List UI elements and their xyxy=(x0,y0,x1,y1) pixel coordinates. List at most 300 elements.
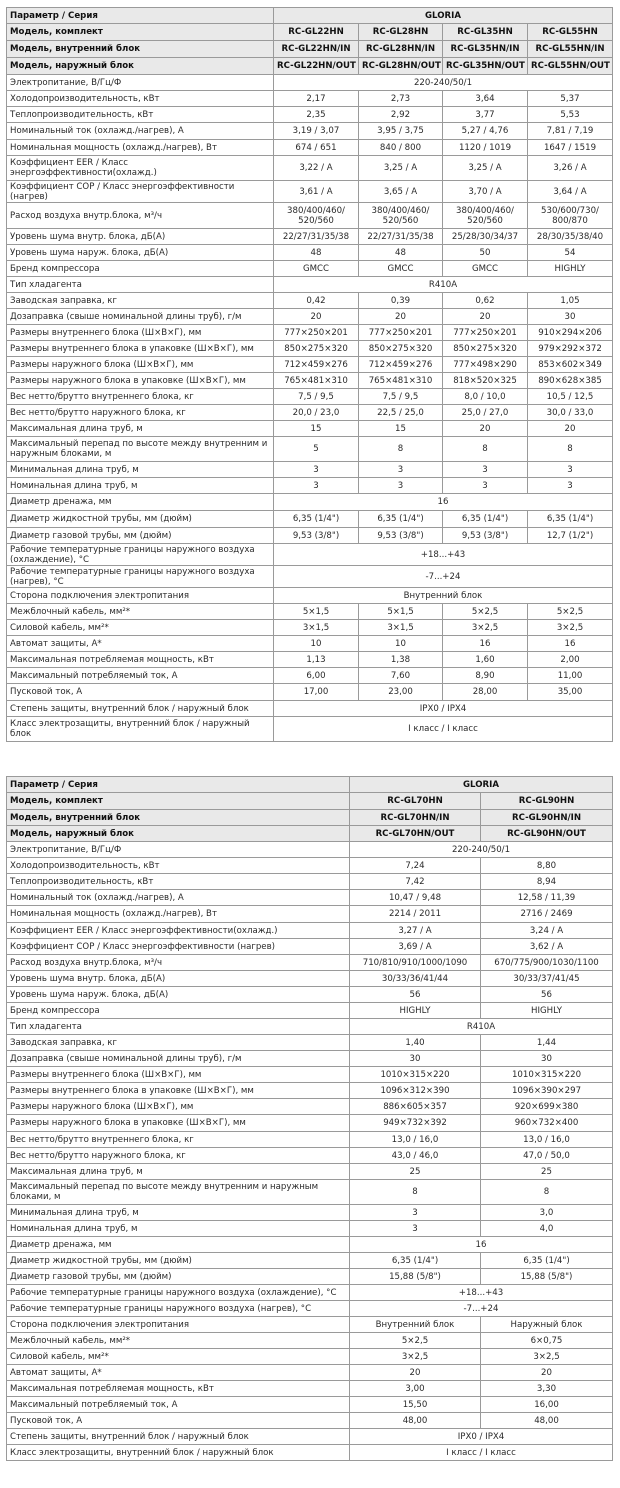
param-name: Максимальный перепад по высоте между внутренним и наружным блоками, м xyxy=(7,1180,350,1205)
param-name: Холодопроизводительность, кВт xyxy=(7,858,350,874)
param-name: Номинальный ток (охлажд./нагрев), А xyxy=(7,123,274,140)
value-cell: 5×1,5 xyxy=(359,604,443,620)
value-cell: 3×1,5 xyxy=(359,620,443,636)
value-cell: 17,00 xyxy=(274,684,359,701)
model-cell: RC-GL55HN/OUT xyxy=(528,58,613,75)
value-cell: 15 xyxy=(359,421,443,437)
param-name: Номинальная мощность (охлажд./нагрев), Вт xyxy=(7,906,350,923)
value-cell-merged: 220-240/50/1 xyxy=(274,75,613,91)
value-cell: 1,38 xyxy=(359,652,443,668)
value-cell: 0,39 xyxy=(359,293,443,309)
table-row xyxy=(7,1148,613,1164)
value-cell: 54 xyxy=(528,245,613,261)
value-cell: 1,40 xyxy=(350,1035,481,1051)
value-cell-merged: 16 xyxy=(350,1237,613,1253)
value-cell: 8 xyxy=(528,437,613,462)
value-cell: 1010×315×220 xyxy=(481,1067,613,1083)
header-row xyxy=(7,793,613,810)
value-cell: 20,0 / 23,0 xyxy=(274,405,359,421)
value-cell: 2,73 xyxy=(359,91,443,107)
value-cell: 5×2,5 xyxy=(350,1333,481,1349)
model-cell: RC-GL35HN xyxy=(443,24,528,41)
table-row xyxy=(7,140,613,156)
value-cell: 7,42 xyxy=(350,874,481,890)
value-cell-merged: +18...+43 xyxy=(274,544,613,566)
value-cell-merged: -7...+24 xyxy=(274,566,613,588)
header-row xyxy=(7,58,613,75)
value-cell: 960×732×400 xyxy=(481,1115,613,1132)
value-cell: 765×481×310 xyxy=(359,373,443,389)
model-cell: RC-GL90HN/IN xyxy=(481,810,613,826)
table-row xyxy=(7,511,613,528)
value-cell: 5 xyxy=(274,437,359,462)
table-row xyxy=(7,1099,613,1115)
table-row xyxy=(7,1413,613,1429)
value-cell: 3 xyxy=(443,462,528,478)
param-name: Бренд компрессора xyxy=(7,1003,350,1019)
table-row xyxy=(7,842,613,858)
value-cell: 8 xyxy=(350,1180,481,1205)
header-label: Модель, внутренний блок xyxy=(7,810,350,826)
table-row xyxy=(7,293,613,309)
model-cell: RC-GL28HN/IN xyxy=(359,41,443,58)
value-cell: 3,30 xyxy=(481,1381,613,1397)
value-cell: 3 xyxy=(274,462,359,478)
value-cell-merged: IPX0 / IPX4 xyxy=(350,1429,613,1445)
value-cell: 7,5 / 9,5 xyxy=(359,389,443,405)
table-row xyxy=(7,1429,613,1445)
param-name: Минимальная длина труб, м xyxy=(7,1205,350,1221)
value-cell: 48,00 xyxy=(481,1413,613,1429)
param-name: Коэффициент EER / Класс энергоэффективности(охлажд.) xyxy=(7,923,350,939)
model-cell: RC-GL90HN/OUT xyxy=(481,826,613,842)
param-name: Теплопроизводительность, кВт xyxy=(7,107,274,123)
param-name: Межблочный кабель, мм²* xyxy=(7,1333,350,1349)
value-cell: 3 xyxy=(443,478,528,494)
table-row xyxy=(7,75,613,91)
model-cell: RC-GL28HN/OUT xyxy=(359,58,443,75)
value-cell: GMCC xyxy=(443,261,528,277)
param-name: Автомат защиты, А* xyxy=(7,636,274,652)
value-cell: 3,69 / A xyxy=(350,939,481,955)
param-name: Расход воздуха внутр.блока, м³/ч xyxy=(7,955,350,971)
value-cell: 20 xyxy=(443,421,528,437)
param-name: Уровень шума наруж. блока, дБ(А) xyxy=(7,987,350,1003)
header-label: Модель, наружный блок xyxy=(7,826,350,842)
value-cell: 886×605×357 xyxy=(350,1099,481,1115)
value-cell: 3 xyxy=(359,478,443,494)
param-name: Максимальная потребляемая мощность, кВт xyxy=(7,1381,350,1397)
value-cell: 3×2,5 xyxy=(528,620,613,636)
param-name: Заводская заправка, кг xyxy=(7,293,274,309)
param-name: Номинальная длина труб, м xyxy=(7,1221,350,1237)
table-row xyxy=(7,1349,613,1365)
value-cell: 6,35 (1/4") xyxy=(443,511,528,528)
table-row xyxy=(7,107,613,123)
value-cell: 8,94 xyxy=(481,874,613,890)
table-row xyxy=(7,1253,613,1269)
table-row xyxy=(7,325,613,341)
param-name: Класс электрозащиты, внутренний блок / наружный блок xyxy=(7,1445,350,1461)
param-name: Заводская заправка, кг xyxy=(7,1035,350,1051)
value-cell: 890×628×385 xyxy=(528,373,613,389)
value-cell: 12,7 (1/2") xyxy=(528,528,613,544)
table-row xyxy=(7,309,613,325)
value-cell: 20 xyxy=(528,421,613,437)
value-cell: 818×520×325 xyxy=(443,373,528,389)
param-name: Коэффициент COP / Класс энергоэффективности (нагрев) xyxy=(7,939,350,955)
value-cell: 3,64 / A xyxy=(528,181,613,203)
header-label: Модель, комплект xyxy=(7,793,350,810)
spec-table-gl22-gl55 xyxy=(6,7,613,742)
value-cell: 7,5 / 9,5 xyxy=(274,389,359,405)
value-cell: HIGHLY xyxy=(481,1003,613,1019)
param-name: Вес нетто/брутто наружного блока, кг xyxy=(7,1148,350,1164)
value-cell: 380/400/460/ 520/560 xyxy=(443,203,528,229)
value-cell: 3,19 / 3,07 xyxy=(274,123,359,140)
table-row xyxy=(7,1285,613,1301)
table-row xyxy=(7,1221,613,1237)
param-name: Максимальная длина труб, м xyxy=(7,421,274,437)
value-cell: 1120 / 1019 xyxy=(443,140,528,156)
value-cell: 712×459×276 xyxy=(359,357,443,373)
table-row xyxy=(7,405,613,421)
header-row xyxy=(7,41,613,58)
param-name: Номинальная мощность (охлажд./нагрев), Вт xyxy=(7,140,274,156)
table-row xyxy=(7,1333,613,1349)
value-cell-merged: 16 xyxy=(274,494,613,511)
value-cell: 5×2,5 xyxy=(443,604,528,620)
table-row xyxy=(7,1317,613,1333)
value-cell: 10 xyxy=(359,636,443,652)
value-cell: 2,17 xyxy=(274,91,359,107)
value-cell-merged: I класс / I класс xyxy=(350,1445,613,1461)
value-cell: 6×0,75 xyxy=(481,1333,613,1349)
value-cell: 30/33/37/41/45 xyxy=(481,971,613,987)
param-name: Расход воздуха внутр.блока, м³/ч xyxy=(7,203,274,229)
value-cell: 48 xyxy=(359,245,443,261)
value-cell: 5×2,5 xyxy=(528,604,613,620)
value-cell: 3,64 xyxy=(443,91,528,107)
value-cell: 50 xyxy=(443,245,528,261)
header-row xyxy=(7,777,613,793)
table-row xyxy=(7,566,613,588)
value-cell: 6,35 (1/4") xyxy=(274,511,359,528)
model-cell: RC-GL22HN/OUT xyxy=(274,58,359,75)
model-cell: RC-GL55HN xyxy=(528,24,613,41)
value-cell: 9,53 (3/8") xyxy=(443,528,528,544)
param-name: Теплопроизводительность, кВт xyxy=(7,874,350,890)
table-row xyxy=(7,701,613,717)
value-cell: 674 / 651 xyxy=(274,140,359,156)
param-name: Межблочный кабель, мм²* xyxy=(7,604,274,620)
header-label: Параметр / Серия xyxy=(7,777,350,793)
value-cell: 30 xyxy=(481,1051,613,1067)
table-row xyxy=(7,1083,613,1099)
value-cell-merged: 220-240/50/1 xyxy=(350,842,613,858)
value-cell: 2,35 xyxy=(274,107,359,123)
value-cell: 20 xyxy=(350,1365,481,1381)
value-cell: 12,58 / 11,39 xyxy=(481,890,613,906)
value-cell: 10 xyxy=(274,636,359,652)
value-cell: 3,26 / A xyxy=(528,156,613,181)
value-cell: 6,35 (1/4") xyxy=(350,1253,481,1269)
table-row xyxy=(7,652,613,668)
param-name: Силовой кабель, мм²* xyxy=(7,620,274,636)
table-row xyxy=(7,357,613,373)
value-cell: 979×292×372 xyxy=(528,341,613,357)
value-cell: 20 xyxy=(359,309,443,325)
value-cell-merged: IPX0 / IPX4 xyxy=(274,701,613,717)
table-row xyxy=(7,1381,613,1397)
param-name: Сторона подключения электропитания xyxy=(7,588,274,604)
table-row xyxy=(7,1365,613,1381)
value-cell: 25 xyxy=(481,1164,613,1180)
value-cell: 25/28/30/34/37 xyxy=(443,229,528,245)
header-row xyxy=(7,8,613,24)
value-cell-merged: -7...+24 xyxy=(350,1301,613,1317)
header-label: Модель, комплект xyxy=(7,24,274,41)
value-cell: HIGHLY xyxy=(350,1003,481,1019)
table-row xyxy=(7,1019,613,1035)
param-name: Максимальный потребляемый ток, А xyxy=(7,668,274,684)
param-name: Рабочие температурные границы наружного воздуха (нагрев), °С xyxy=(7,566,274,588)
table-row xyxy=(7,1115,613,1132)
value-cell: 3,24 / A xyxy=(481,923,613,939)
value-cell: 3,00 xyxy=(350,1381,481,1397)
value-cell: 712×459×276 xyxy=(274,357,359,373)
param-name: Рабочие температурные границы наружного воздуха (охлаждение), °С xyxy=(7,544,274,566)
param-name: Степень защиты, внутренний блок / наружный блок xyxy=(7,1429,350,1445)
value-cell: 1,60 xyxy=(443,652,528,668)
table-row xyxy=(7,1180,613,1205)
value-cell: 15,50 xyxy=(350,1397,481,1413)
value-cell: 850×275×320 xyxy=(274,341,359,357)
table-row xyxy=(7,874,613,890)
param-name: Размеры наружного блока (Ш×В×Г), мм xyxy=(7,1099,350,1115)
value-cell: 3×2,5 xyxy=(481,1349,613,1365)
table-row xyxy=(7,1237,613,1253)
value-cell: 910×294×206 xyxy=(528,325,613,341)
value-cell: 1,44 xyxy=(481,1035,613,1051)
param-name: Диаметр газовой трубы, мм (дюйм) xyxy=(7,1269,350,1285)
value-cell: 850×275×320 xyxy=(443,341,528,357)
model-cell: RC-GL22HN xyxy=(274,24,359,41)
value-cell: 3 xyxy=(350,1221,481,1237)
table-row xyxy=(7,462,613,478)
table-row xyxy=(7,1445,613,1461)
value-cell: 16 xyxy=(443,636,528,652)
param-name: Вес нетто/брутто внутреннего блока, кг xyxy=(7,1132,350,1148)
value-cell: 9,53 (3/8") xyxy=(274,528,359,544)
table-row xyxy=(7,987,613,1003)
value-cell: 8 xyxy=(359,437,443,462)
table-row xyxy=(7,1132,613,1148)
value-cell: 2,92 xyxy=(359,107,443,123)
value-cell-merged: Внутренний блок xyxy=(274,588,613,604)
param-name: Размеры внутреннего блока (Ш×В×Г), мм xyxy=(7,325,274,341)
table-row xyxy=(7,1269,613,1285)
value-cell: 0,42 xyxy=(274,293,359,309)
value-cell: 13,0 / 16,0 xyxy=(481,1132,613,1148)
value-cell: 8 xyxy=(443,437,528,462)
value-cell: 2716 / 2469 xyxy=(481,906,613,923)
param-name: Коэффициент COP / Класс энергоэффективности (нагрев) xyxy=(7,181,274,203)
table-row xyxy=(7,906,613,923)
value-cell: 8,0 / 10,0 xyxy=(443,389,528,405)
param-name: Диаметр дренажа, мм xyxy=(7,1237,350,1253)
header-label: Модель, наружный блок xyxy=(7,58,274,75)
value-cell: Наружный блок xyxy=(481,1317,613,1333)
value-cell: 1096×390×297 xyxy=(481,1083,613,1099)
table-row xyxy=(7,229,613,245)
value-cell: 777×498×290 xyxy=(443,357,528,373)
value-cell: 3,77 xyxy=(443,107,528,123)
value-cell: 670/775/900/1030/1100 xyxy=(481,955,613,971)
value-cell: 30 xyxy=(350,1051,481,1067)
table-row xyxy=(7,890,613,906)
param-name: Номинальная длина труб, м xyxy=(7,478,274,494)
value-cell: 7,60 xyxy=(359,668,443,684)
param-name: Бренд компрессора xyxy=(7,261,274,277)
table-row xyxy=(7,620,613,636)
param-name: Диаметр газовой трубы, мм (дюйм) xyxy=(7,528,274,544)
value-cell: 7,81 / 7,19 xyxy=(528,123,613,140)
param-name: Диаметр дренажа, мм xyxy=(7,494,274,511)
table-row xyxy=(7,923,613,939)
value-cell: 5,37 xyxy=(528,91,613,107)
param-name: Размеры внутреннего блока (Ш×В×Г), мм xyxy=(7,1067,350,1083)
value-cell: GMCC xyxy=(359,261,443,277)
value-cell: 1010×315×220 xyxy=(350,1067,481,1083)
value-cell-merged: I класс / I класс xyxy=(274,717,613,742)
param-name: Размеры наружного блока (Ш×В×Г), мм xyxy=(7,357,274,373)
value-cell: 43,0 / 46,0 xyxy=(350,1148,481,1164)
value-cell: 840 / 800 xyxy=(359,140,443,156)
value-cell: 920×699×380 xyxy=(481,1099,613,1115)
value-cell: 8,90 xyxy=(443,668,528,684)
param-name: Пусковой ток, А xyxy=(7,684,274,701)
value-cell: 380/400/460/ 520/560 xyxy=(359,203,443,229)
param-name: Максимальный перепад по высоте между внутренним и наружным блоками, м xyxy=(7,437,274,462)
header-label: Параметр / Серия xyxy=(7,8,274,24)
value-cell: 6,35 (1/4") xyxy=(481,1253,613,1269)
header-row xyxy=(7,24,613,41)
table-row xyxy=(7,181,613,203)
header-label: Модель, внутренний блок xyxy=(7,41,274,58)
value-cell: GMCC xyxy=(274,261,359,277)
value-cell: 765×481×310 xyxy=(274,373,359,389)
param-name: Пусковой ток, А xyxy=(7,1413,350,1429)
value-cell: 3 xyxy=(528,478,613,494)
value-cell: 0,62 xyxy=(443,293,528,309)
value-cell: 3 xyxy=(528,462,613,478)
table-row xyxy=(7,668,613,684)
param-name: Размеры наружного блока в упаковке (Ш×В×Г), мм xyxy=(7,373,274,389)
param-name: Вес нетто/брутто наружного блока, кг xyxy=(7,405,274,421)
value-cell: 25,0 / 27,0 xyxy=(443,405,528,421)
value-cell: 15,88 (5/8") xyxy=(350,1269,481,1285)
param-name: Рабочие температурные границы наружного воздуха (охлаждение), °С xyxy=(7,1285,350,1301)
param-name: Размеры внутреннего блока в упаковке (Ш×В×Г), мм xyxy=(7,341,274,357)
table-row xyxy=(7,1051,613,1067)
value-cell: 8 xyxy=(481,1180,613,1205)
table-row xyxy=(7,156,613,181)
param-name: Электропитание, В/Гц/Ф xyxy=(7,75,274,91)
value-cell: 20 xyxy=(274,309,359,325)
value-cell: 8,80 xyxy=(481,858,613,874)
table-row xyxy=(7,421,613,437)
value-cell: 6,35 (1/4") xyxy=(528,511,613,528)
value-cell: 777×250×201 xyxy=(443,325,528,341)
table-row xyxy=(7,478,613,494)
table-row xyxy=(7,277,613,293)
value-cell: 15,88 (5/8") xyxy=(481,1269,613,1285)
model-cell: RC-GL70HN/IN xyxy=(350,810,481,826)
value-cell: 20 xyxy=(443,309,528,325)
param-name: Уровень шума внутр. блока, дБ(А) xyxy=(7,971,350,987)
value-cell: 35,00 xyxy=(528,684,613,701)
table-row xyxy=(7,1067,613,1083)
value-cell: 3,27 / A xyxy=(350,923,481,939)
param-name: Уровень шума наруж. блока, дБ(А) xyxy=(7,245,274,261)
value-cell: 2214 / 2011 xyxy=(350,906,481,923)
param-name: Уровень шума внутр. блока, дБ(А) xyxy=(7,229,274,245)
value-cell: 777×250×201 xyxy=(359,325,443,341)
table-row xyxy=(7,373,613,389)
table-row xyxy=(7,341,613,357)
table-row xyxy=(7,858,613,874)
value-cell: 3×2,5 xyxy=(350,1349,481,1365)
header-row xyxy=(7,810,613,826)
value-cell: 15 xyxy=(274,421,359,437)
value-cell: 30 xyxy=(528,309,613,325)
table-row xyxy=(7,636,613,652)
value-cell: 30/33/36/41/44 xyxy=(350,971,481,987)
param-name: Размеры внутреннего блока в упаковке (Ш×В×Г), мм xyxy=(7,1083,350,1099)
table-row xyxy=(7,1164,613,1180)
value-cell: 1096×312×390 xyxy=(350,1083,481,1099)
table-row xyxy=(7,261,613,277)
value-cell: 2,00 xyxy=(528,652,613,668)
param-name: Диаметр жидкостной трубы, мм (дюйм) xyxy=(7,511,274,528)
model-cell: RC-GL90HN xyxy=(481,793,613,810)
table-row xyxy=(7,528,613,544)
value-cell: 3 xyxy=(359,462,443,478)
value-cell: 1,13 xyxy=(274,652,359,668)
value-cell: 3,22 / A xyxy=(274,156,359,181)
value-cell: 530/600/730/ 800/870 xyxy=(528,203,613,229)
value-cell: 3,62 / A xyxy=(481,939,613,955)
value-cell-merged: +18...+43 xyxy=(350,1285,613,1301)
series-label: GLORIA xyxy=(274,8,613,24)
header-row xyxy=(7,826,613,842)
param-name: Максимальная длина труб, м xyxy=(7,1164,350,1180)
param-name: Силовой кабель, мм²* xyxy=(7,1349,350,1365)
value-cell: 3,0 xyxy=(481,1205,613,1221)
table-row xyxy=(7,544,613,566)
value-cell: 3,25 / A xyxy=(443,156,528,181)
model-cell: RC-GL28HN xyxy=(359,24,443,41)
param-name: Тип хладагента xyxy=(7,1019,350,1035)
table-row xyxy=(7,494,613,511)
value-cell: 3 xyxy=(350,1205,481,1221)
model-cell: RC-GL70HN/OUT xyxy=(350,826,481,842)
table-row xyxy=(7,955,613,971)
value-cell: 850×275×320 xyxy=(359,341,443,357)
param-name: Диаметр жидкостной трубы, мм (дюйм) xyxy=(7,1253,350,1269)
value-cell: 56 xyxy=(350,987,481,1003)
